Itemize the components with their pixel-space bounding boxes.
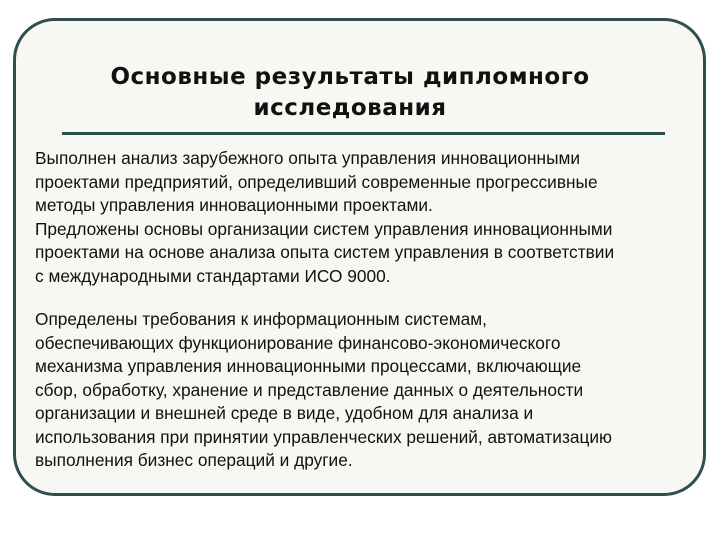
title-divider [62,132,665,135]
title-line-2: исследования [253,95,447,121]
paragraph-analysis: Выполнен анализ зарубежного опыта управления инновационными проектами предприятий, определивший современные прогрессивные методы управления инновационными проектами. Предложены основы организации систем управления инновационными проектами на основе анализа опыта систем управления в соответствии с международными стандартами ИСО 9000. [35,148,615,286]
paragraph-requirements: Определены требования к информационным системам, обеспечивающих функционирование финансово-экономического механизма управления инновационными процессами, включающие сбор, обработку, хранение и представление данных о деятельности организации и внешней среде в виде, удобном для анализа и использования при принятии управленческих решений, автоматизацию выполнения бизнес операций и другие. [35,309,613,470]
slide-body [35,147,715,473]
slide-title [50,62,650,124]
title-line-1: Основные результаты дипломного [110,64,590,90]
